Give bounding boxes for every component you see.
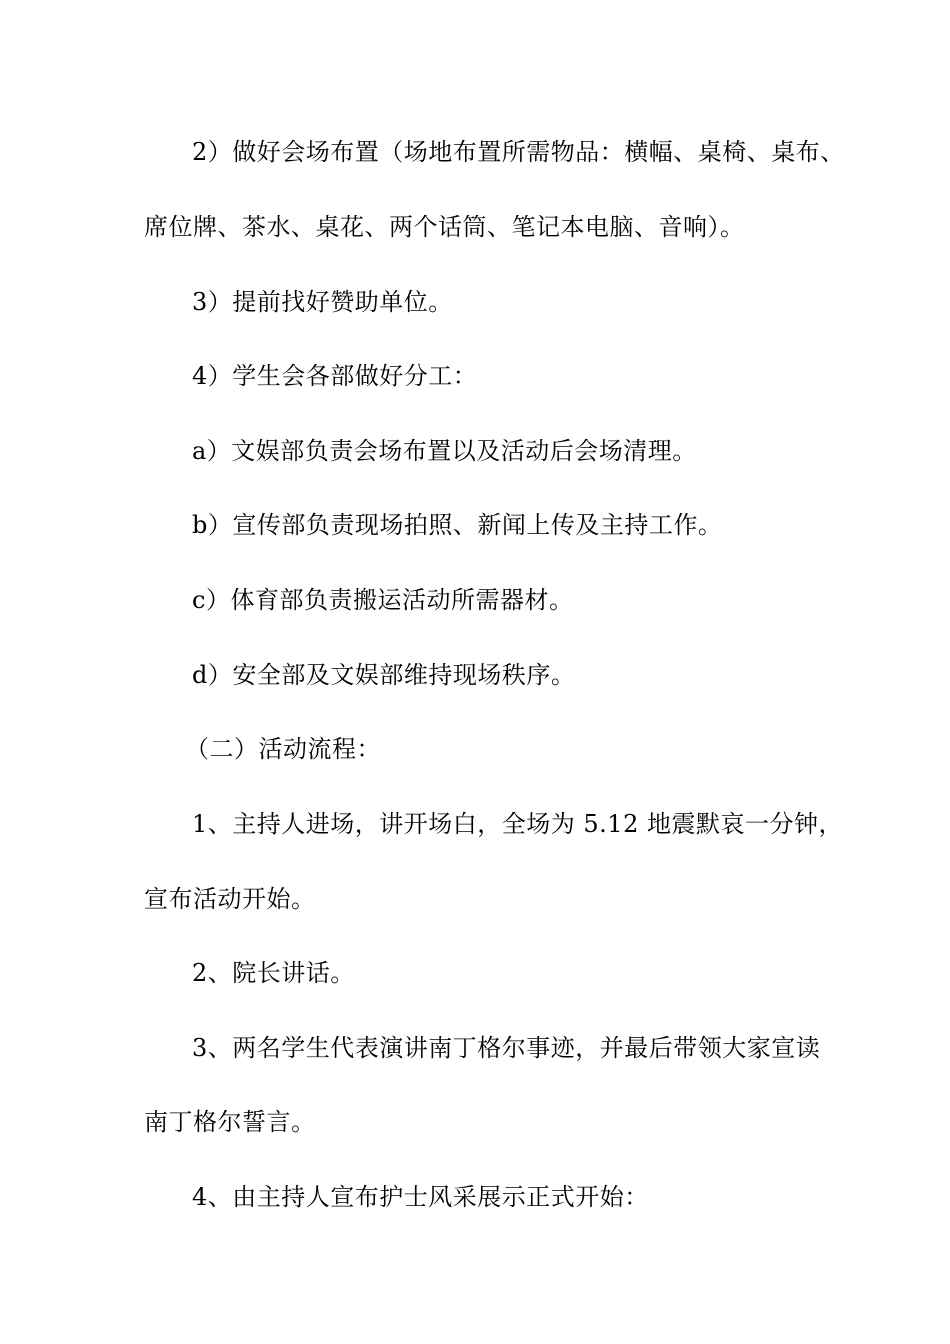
paragraph-line: 4、由主持人宣布护士风采展示正式开始： [192, 1183, 649, 1211]
paragraph-line: 3）提前找好赞助单位。 [192, 288, 453, 316]
paragraph-line: 4）学生会各部做好分工： [192, 362, 478, 390]
paragraph-line: 宣布活动开始。 [144, 885, 316, 913]
paragraph-line: 南丁格尔誓言。 [144, 1108, 316, 1136]
paragraph-line: a）文娱部负责会场布置以及活动后会场清理。 [192, 437, 697, 465]
paragraph-line: c）体育部负责搬运活动所需器材。 [192, 586, 574, 614]
paragraph-line: 2、院长讲话。 [192, 959, 355, 987]
section-heading: （二）活动流程： [185, 735, 381, 763]
paragraph-line: 1、主持人进场，讲开场白，全场为 5.12 地震默哀一分钟， [192, 810, 843, 838]
paragraph-line: b）宣传部负责现场拍照、新闻上传及主持工作。 [192, 511, 723, 539]
paragraph-line: 3、两名学生代表演讲南丁格尔事迹，并最后带领大家宣读 [192, 1034, 821, 1062]
paragraph-line: 席位牌、茶水、桌花、两个话筒、笔记本电脑、音响）。 [144, 213, 745, 241]
paragraph-line: d）安全部及文娱部维持现场秩序。 [192, 661, 576, 689]
paragraph-line: 2）做好会场布置（场地布置所需物品：横幅、桌椅、桌布、 [192, 138, 845, 166]
